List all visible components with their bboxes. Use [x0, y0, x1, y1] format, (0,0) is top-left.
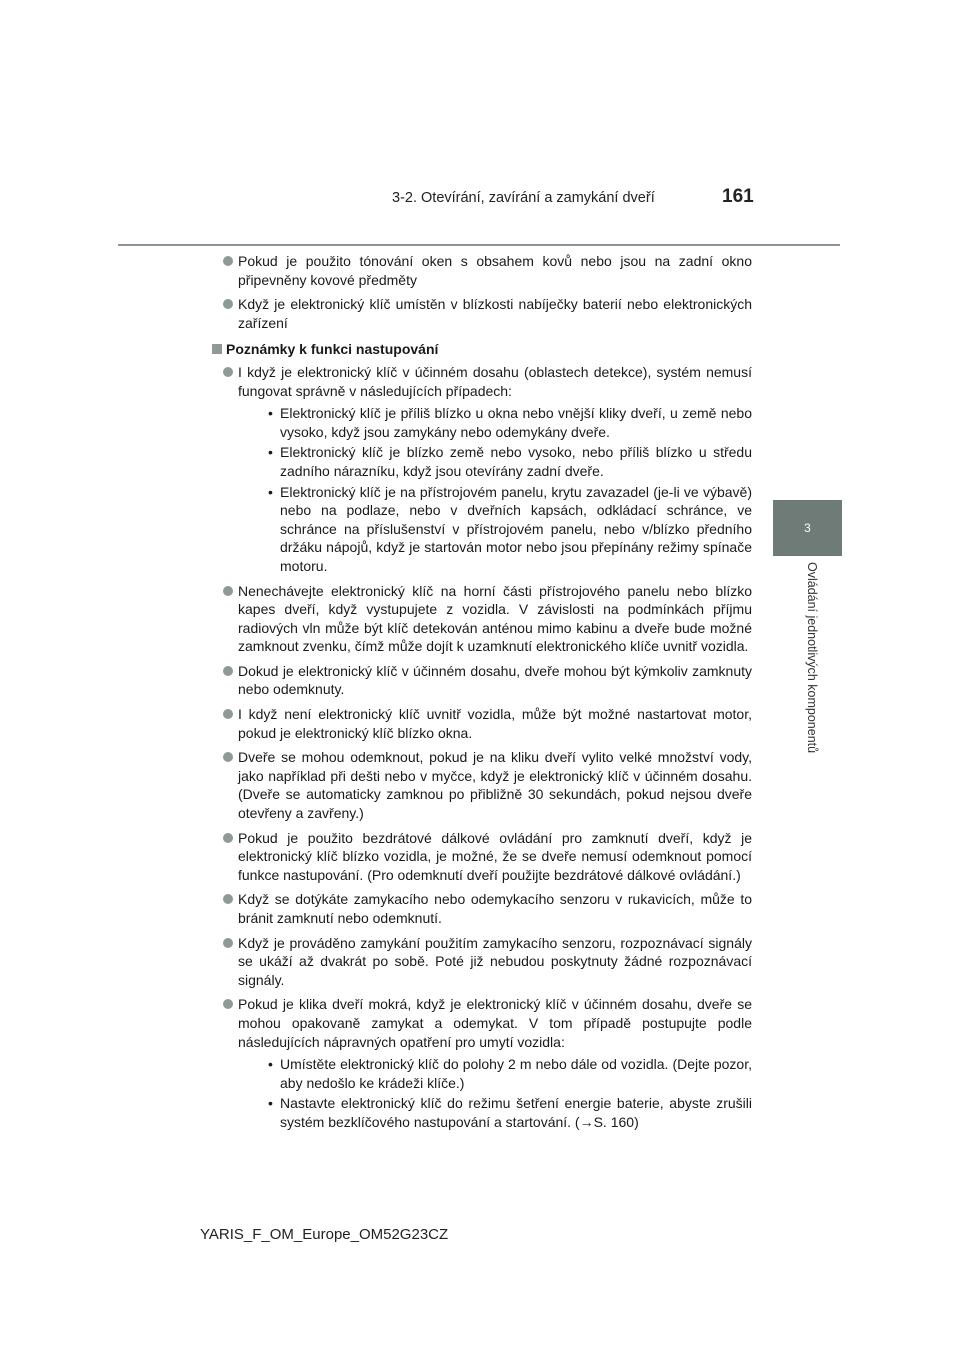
sub-bullet-icon: • — [268, 1056, 273, 1073]
page-content — [210, 252, 752, 1138]
bullet-dot-icon — [223, 938, 233, 948]
bullet-item — [210, 705, 752, 742]
bullet-dot-icon — [223, 666, 233, 676]
sub-text: Elektronický klíč je blízko země nebo vysoko, nebo příliš blízko u středu zadního nárazníku, když jsou otevírány zadní dveře. — [280, 444, 752, 479]
bullet-dot-icon — [223, 833, 233, 843]
section-title: Poznámky k funkci nastupování — [226, 341, 439, 358]
bullet-text: Když je elektronický klíč umístěn v blízkosti nabíječky baterií nebo elektronických zařízení — [238, 296, 752, 331]
bullet-dot-icon — [223, 586, 233, 596]
sub-text: Elektronický klíč je na přístrojovém panelu, krytu zavazadel (je-li ve výbavě) nebo na podlaze, nebo v dveřních kapsách, odkládací schránce, ve schránce na příslušenství v přístrojovém panelu, nebo v/blízko předního držáku nápojů, když je startován motor nebo jsou přepínány režimy spínače motoru. — [280, 483, 752, 574]
bullet-text: Když je prováděno zamykání použitím zamykacího senzoru, rozpoznávací signály se ukáží až dvakrát po sobě. Poté již nebudou poskytnuty žádné rozpoznávací signály. — [238, 934, 752, 988]
sub-item — [238, 483, 752, 576]
sub-list — [238, 1055, 752, 1131]
bullet-item — [210, 662, 752, 699]
bullet-dot-icon — [223, 256, 233, 266]
side-chapter-label: Ovládání jednotlivých komponentů — [805, 562, 819, 754]
bullet-item — [210, 252, 752, 289]
bullet-item — [210, 363, 752, 576]
sub-bullet-icon: • — [268, 1095, 273, 1112]
page-number: 161 — [722, 186, 754, 207]
chapter-number: 3 — [804, 521, 811, 535]
bullet-text: Dokud je elektronický klíč v účinném dosahu, dveře mohou být kýmkoliv zamknuty nebo odemknuty. — [238, 662, 752, 698]
bullet-item — [210, 829, 752, 885]
bullet-text: Pokud je klika dveří mokrá, když je elektronický klíč v účinném dosahu, dveře se mohou opakovaně zamykat a odemykat. V tom případě postupujte podle následujících nápravných opatření pro umytí vozidla: — [238, 996, 752, 1050]
sub-bullet-icon: • — [268, 483, 273, 500]
bullet-item — [210, 890, 752, 927]
bullet-text: Pokud je použito tónování oken s obsahem kovů nebo jsou na zadní okno připevněny kovové předměty — [238, 253, 752, 288]
sub-item — [238, 443, 752, 480]
bullet-text: I když je elektronický klíč v účinném dosahu (oblastech detekce), systém nemusí fungovat správně v následujících případech: — [238, 363, 752, 399]
sub-list — [238, 404, 752, 575]
bullet-item — [210, 995, 752, 1131]
bullet-dot-icon — [223, 752, 233, 762]
bullet-item — [210, 295, 752, 332]
sub-bullet-icon: • — [268, 444, 273, 461]
bullet-text: Nenechávejte elektronický klíč na horní části přístrojového panelu nebo blízko kapes dveří, když vystupujete z vozidla. V závislosti na podmínkách příjmu radiových vln může být klíč detekován anténou mimo kabinu a dveře bude možné zamknout zvenku, čímž může dojít k uzamknutí elektronického klíče uvnitř vozidla. — [238, 582, 752, 655]
sub-text: Nastavte elektronický klíč do režimu šetření energie baterie, abyste zrušili systém bezklíčového nastupování a startování. (→S. 160) — [280, 1095, 752, 1130]
sub-item — [238, 1094, 752, 1131]
footer-document-id: YARIS_F_OM_Europe_OM52G23CZ — [200, 1226, 449, 1243]
header-section-title: 3-2. Otevírání, zavírání a zamykání dveří — [392, 190, 655, 206]
section-heading — [210, 340, 752, 359]
square-bullet-icon — [212, 344, 222, 354]
sub-text: Umístěte elektronický klíč do polohy 2 m nebo dále od vozidla. (Dejte pozor, aby nedošlo ke krádeži klíče.) — [280, 1056, 752, 1091]
bullet-text: I když není elektronický klíč uvnitř vozidla, může být možné nastartovat motor, pokud je elektronický klíč blízko okna. — [238, 706, 752, 741]
bullet-text: Dveře se mohou odemknout, pokud je na kliku dveří vylito velké množství vody, jako například při dešti nebo v myčce, když je elektronický klíč v účinném dosahu. (Dveře se automaticky zamknou po přibližně 30 sekundách, pokud nejsou dveře otevřeny a zavřeny.) — [238, 749, 752, 822]
sub-bullet-icon: • — [268, 405, 273, 422]
bullet-dot-icon — [223, 894, 233, 904]
bullet-item — [210, 748, 752, 822]
bullet-text: Když se dotýkáte zamykacího nebo odemykacího senzoru v rukavicích, může to bránit zamknutí nebo odemknutí. — [238, 891, 752, 926]
side-chapter-tab — [773, 500, 842, 556]
bullet-dot-icon — [223, 999, 233, 1009]
bullet-item — [210, 934, 752, 990]
header-rule — [118, 244, 840, 246]
bullet-dot-icon — [223, 367, 233, 377]
bullet-item — [210, 582, 752, 656]
bullet-dot-icon — [223, 709, 233, 719]
bullet-text: Pokud je použito bezdrátové dálkové ovládání pro zamknutí dveří, když je elektronický klíč blízko vozidla, je možné, že se dveře nemusí odemknout pomocí funkce nastupování. (Pro odemknutí dveří použijte bezdrátové dálkové ovládání.) — [238, 829, 752, 883]
sub-text: Elektronický klíč je příliš blízko u okna nebo vnější kliky dveří, u země nebo vysoko, když jsou zamykány nebo odemykány dveře. — [280, 405, 752, 440]
sub-item — [238, 1055, 752, 1092]
bullet-dot-icon — [223, 299, 233, 309]
sub-item — [238, 404, 752, 441]
